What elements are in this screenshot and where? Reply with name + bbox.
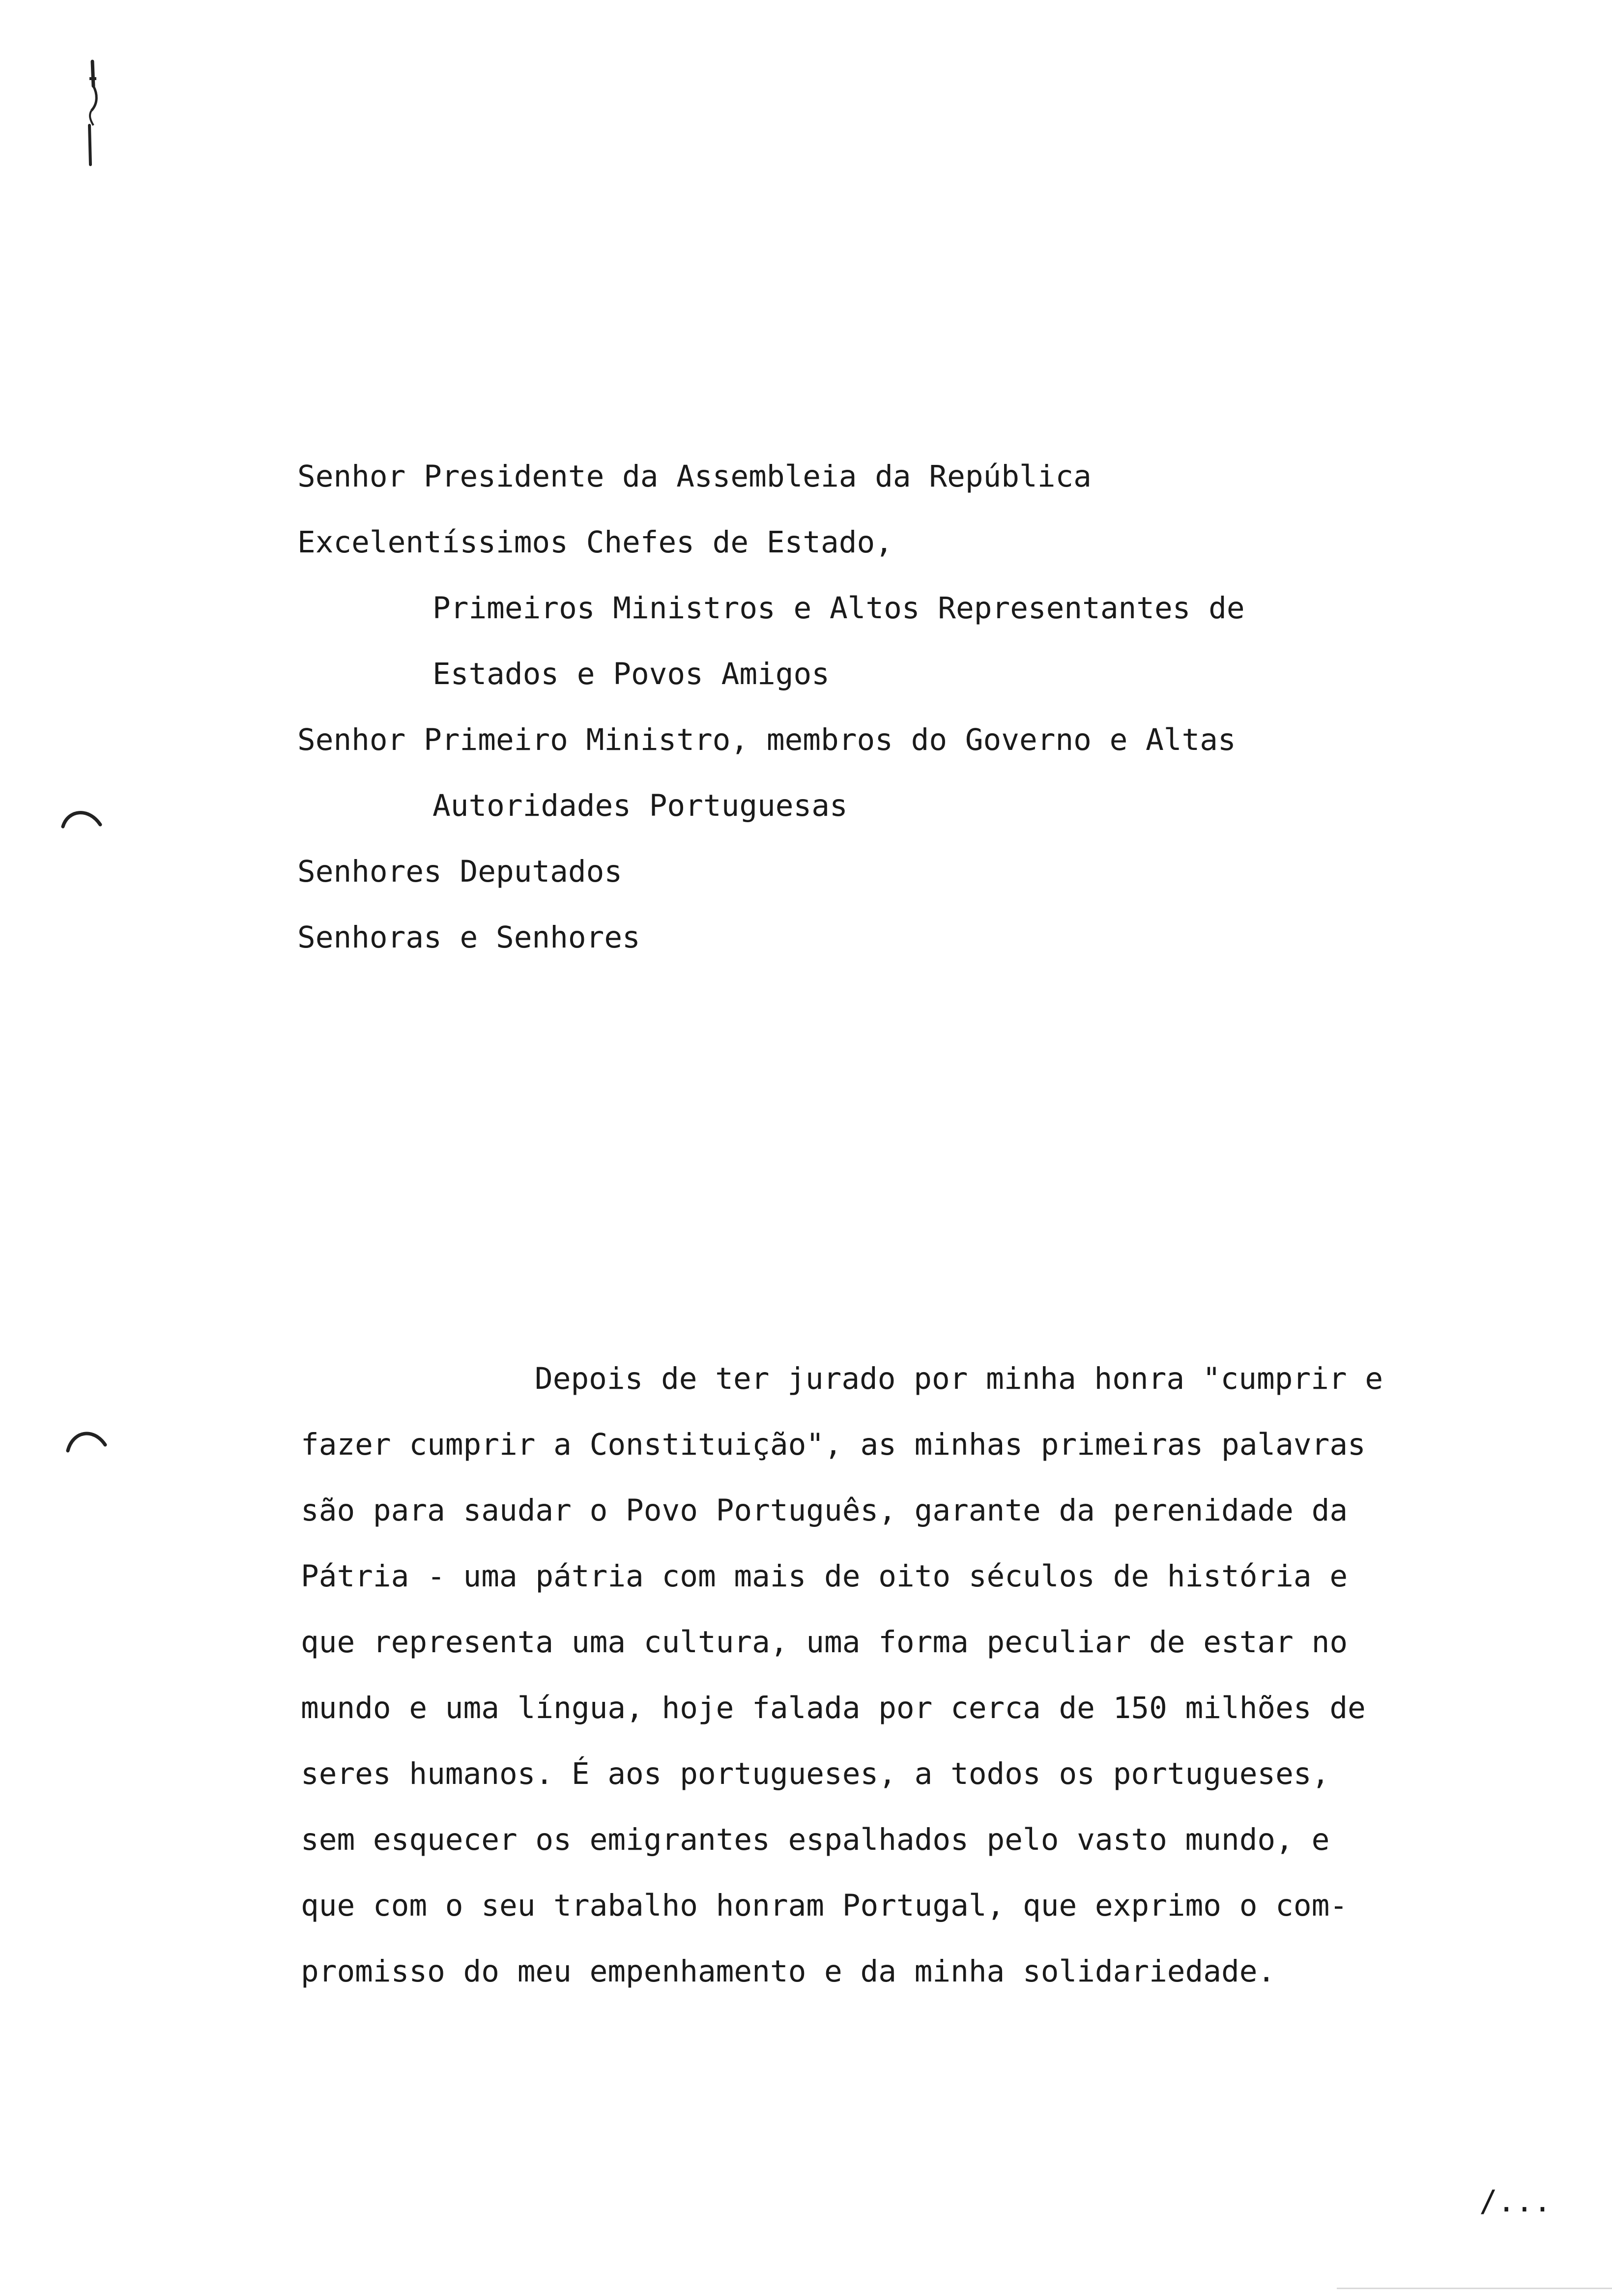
paragraph-line: Depois de ter jurado por minha honra "cumprir e [535, 1361, 1383, 1396]
page-edge-rule [1337, 2288, 1612, 2289]
salutation-line: Excelentíssimos Chefes de Estado, [297, 525, 893, 560]
paragraph-line: que representa uma cultura, uma forma peculiar de estar no [301, 1625, 1348, 1660]
paragraph-line: promisso do meu empenhamento e da minha solidariedade. [301, 1954, 1276, 1989]
salutation-line: Primeiros Ministros e Altos Representantes de [432, 591, 1245, 626]
paragraph-line: fazer cumprir a Constituição", as minhas primeiras palavras [301, 1427, 1366, 1462]
salutation-line: Senhor Primeiro Ministro, membros do Governo e Altas [297, 722, 1236, 757]
paragraph-line: sem esquecer os emigrantes espalhados pelo vasto mundo, e [301, 1822, 1330, 1857]
binder-clip-mark [79, 57, 108, 174]
continuation-mark: /... [1479, 2184, 1552, 2219]
paragraph-line: são para saudar o Povo Português, garante da perenidade da [301, 1493, 1348, 1528]
paragraph-line: que com o seu trabalho honram Portugal, que exprimo o com- [301, 1888, 1348, 1923]
salutation-line: Senhores Deputados [297, 854, 623, 889]
paragraph-line: Pátria - uma pátria com mais de oito séculos de história e [301, 1559, 1348, 1594]
salutation-line: Senhoras e Senhores [297, 920, 640, 955]
punch-hole-mark [64, 1425, 108, 1455]
salutation-line: Autoridades Portuguesas [432, 788, 848, 823]
salutation-line: Senhor Presidente da Assembleia da República [297, 459, 1092, 494]
salutation-line: Estados e Povos Amigos [432, 657, 830, 691]
paragraph-line: mundo e uma língua, hoje falada por cerca de 150 milhões de [301, 1691, 1366, 1725]
punch-hole-mark [59, 806, 103, 831]
paragraph-line: seres humanos. É aos portugueses, a todos os portugueses, [301, 1756, 1330, 1791]
